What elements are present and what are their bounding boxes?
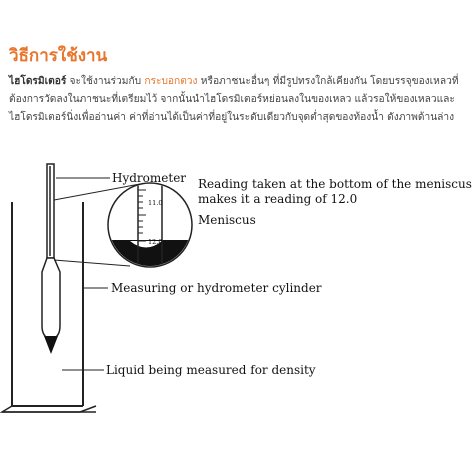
reading-note-line2: makes it a reading of 12.0 bbox=[198, 192, 358, 206]
paragraph-text-1: จะใช้งานร่วมกับ bbox=[66, 76, 145, 87]
hydrometer-label: Hydrometer bbox=[112, 171, 187, 185]
cylinder-label: Measuring or hydrometer cylinder bbox=[111, 281, 322, 295]
scale-value-12: 12.0 bbox=[148, 238, 163, 246]
hydrometer bbox=[42, 164, 60, 354]
meniscus-label: Meniscus bbox=[198, 213, 256, 227]
measuring-cylinder-term: กระบอกตวง bbox=[144, 76, 198, 87]
instruction-paragraph bbox=[9, 73, 467, 127]
section-title: วิธีการใช้งาน bbox=[9, 46, 108, 66]
magnified-view bbox=[108, 182, 192, 268]
scale-value-11: 11.0 bbox=[148, 199, 163, 207]
paragraph-text-2: หรือภาชนะอื่นๆ ที่มีรูปทรงใกล้เคียงกัน โดยบรรจุของเหลวที่ต้องการวัดลงในภาชนะที่เตรียมไว้ จากนั้นนำไฮโดรมิเตอร์หย่อนลงในของเหลว แล้วรอให้ของเหลวและไฮโดรมิเตอร์นิ่งเพื่ออ่านค่า ค่าที่อ่านได้เป็นค่าที่อยู่ในระดับเดียวกับจุดต่ำสุดของท้องน้ำ ดังภาพด้านล่าง bbox=[9, 76, 459, 123]
hydrometer-diagram bbox=[0, 160, 475, 475]
liquid-label: Liquid being measured for density bbox=[106, 363, 316, 377]
hydrometer-term: ไฮโดรมิเตอร์ bbox=[9, 76, 67, 87]
reading-note-line1: Reading taken at the bottom of the meniscus bbox=[198, 177, 472, 191]
